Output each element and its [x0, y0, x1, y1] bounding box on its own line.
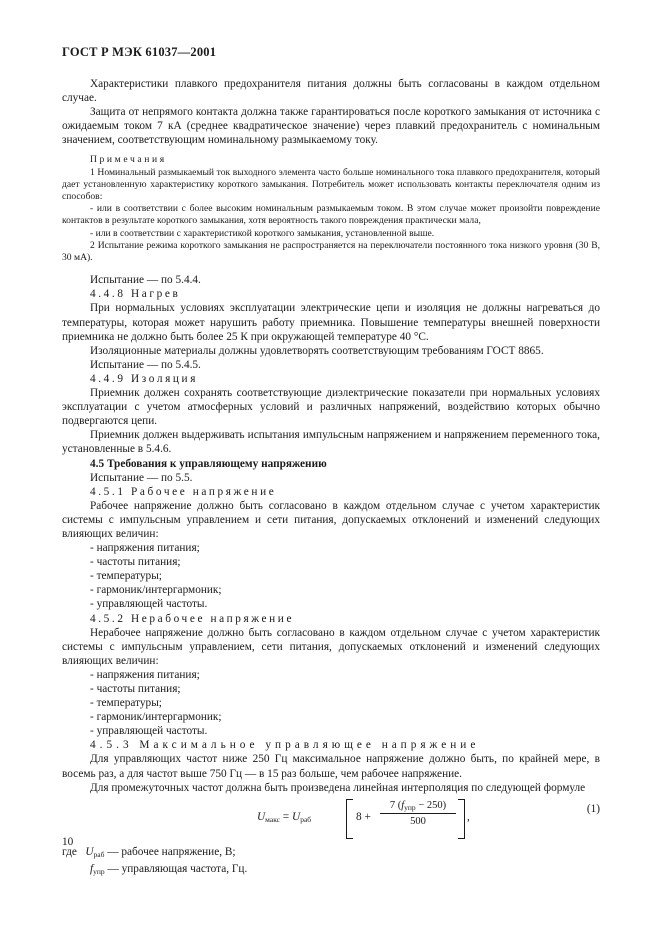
paragraph: Нерабочее напряжение должно быть согласовано в каждом отдельном случае с учетом характеристик системы с импульсным управлением, сети питания, допускаемых отклонений и изменений следующих влияющих величин: [62, 626, 600, 667]
list-item: - частоты питания; [90, 556, 181, 569]
list-item: - гармоник/интергармоник; [90, 711, 222, 724]
paragraph: Характеристики плавкого предохранителя питания должны быть согласованы в каждом отдельном случае. [62, 78, 600, 105]
document-body [62, 77, 600, 879]
formula [62, 799, 600, 841]
paragraph: Защита от непрямого контакта должна также гарантироваться после короткого замыкания от источника с ожидаемым током 7 кА (среднее квадратическое значение) через плавкий предохранитель с номинальным значением, соответствующим номинальному размыкаемому току. [62, 106, 600, 147]
right-bracket [458, 799, 465, 839]
section-heading: 4.5.3 Максимальное управляющее напряжение [90, 739, 480, 752]
note: - или в соответствии с более высоким номинальным размыкаемым током. В этом случае может произойти повреждение контактов в результате короткого замыкания, хотя вероятность такого повреждения практически мала, [62, 203, 600, 227]
where-line: $f_{упр}$ — управляющая частота, Гц. [90, 862, 248, 876]
fraction-numerator: 7 $(f_{упр} - 250)$ [380, 800, 456, 814]
paragraph: Приемник должен сохранять соответствующие диэлектрические показатели при нормальных условиях эксплуатации с учетом атмосферных условий и различных напряжений, воздействию которых обычно подвергаются цепи. [62, 387, 600, 428]
test-reference: Испытание — по 5.4.5. [90, 358, 201, 371]
notes-title: Примечания [90, 154, 167, 166]
left-bracket [346, 799, 353, 839]
formula-fraction [380, 800, 456, 827]
list-item: - температуры; [90, 697, 162, 710]
test-reference: Испытание — по 5.5. [90, 471, 193, 484]
section-heading: 4.5.1 Рабочее напряжение [90, 485, 277, 498]
section-heading: 4.5 Требования к управляющему напряжению [90, 457, 327, 470]
paragraph: При нормальных условиях эксплуатации электрические цепи и изоляция не должны нагреваться до температуры, которая может нарушить работу приемника. Повышение температуры внешней поверхности приемника не должно быть более 25 К при окружающей температуре 40 °С. [62, 302, 600, 343]
note: 2 Испытание режима короткого замыкания не распространяется на переключатели постоянного тока низкого уровня (30 В, 30 мА). [62, 239, 600, 264]
page-number: 10 [62, 836, 74, 848]
fraction-denominator: 500 [410, 815, 426, 827]
note: - или в соответствии с характеристикой короткого замыкания, установленной выше. [90, 227, 435, 239]
test-reference: Испытание — по 5.4.4. [90, 274, 201, 287]
paragraph: Для промежуточных частот должна быть произведена линейная интерполяция по следующей формуле [90, 781, 586, 794]
list-item: - температуры; [90, 570, 162, 583]
section-heading: 4.5.2 Нерабочее напряжение [90, 612, 295, 625]
formula-constant: 8 + [356, 810, 371, 823]
where-line: где $U_{раб}$ — рабочее напряжение, В; [62, 845, 236, 859]
document-header: ГОСТ Р МЭК 61037—2001 [62, 45, 217, 59]
note: 1 Номинальный размыкаемый ток выходного элемента часто больше номинального тока плавкого предохранителя, который дает установленную характеристику короткого замыкания. Потребитель может использовать контакты переключателя одним из способов: [62, 166, 600, 203]
list-item: - напряжения питания; [90, 668, 200, 681]
list-item: - напряжения питания; [90, 542, 200, 555]
list-item: - управляющей частоты. [90, 598, 208, 611]
paragraph: Рабочее напряжение должно быть согласовано в каждом отдельном случае с учетом характеристик системы с импульсным управлением и сети питания, допускаемых отклонений и изменений следующих влияющих величин: [62, 499, 600, 540]
paragraph: Для управляющих частот ниже 250 Гц максимальное напряжение должно быть, по крайней мере, в восемь раз, а для частот выше 750 Гц — в 15 раз больше, чем рабочее напряжение. [62, 753, 600, 780]
section-heading: 4.4.8 Нагрев [90, 288, 181, 301]
section-heading: 4.4.9 Изоляция [90, 372, 198, 385]
equation-number: (1) [586, 802, 600, 815]
list-item: - частоты питания; [90, 683, 181, 696]
list-item: - гармоник/интергармоник; [90, 584, 222, 597]
paragraph: Изоляционные материалы должны удовлетворять соответствующим требованиям ГОСТ 8865. [90, 344, 544, 357]
formula-lhs: $U_{макс} = U_{раб}$ [257, 810, 312, 824]
formula-comma: , [467, 810, 470, 823]
paragraph: Приемник должен выдерживать испытания импульсным напряжением и напряжением переменного тока, установленные в 5.4.6. [62, 429, 600, 456]
list-item: - управляющей частоты. [90, 725, 208, 738]
